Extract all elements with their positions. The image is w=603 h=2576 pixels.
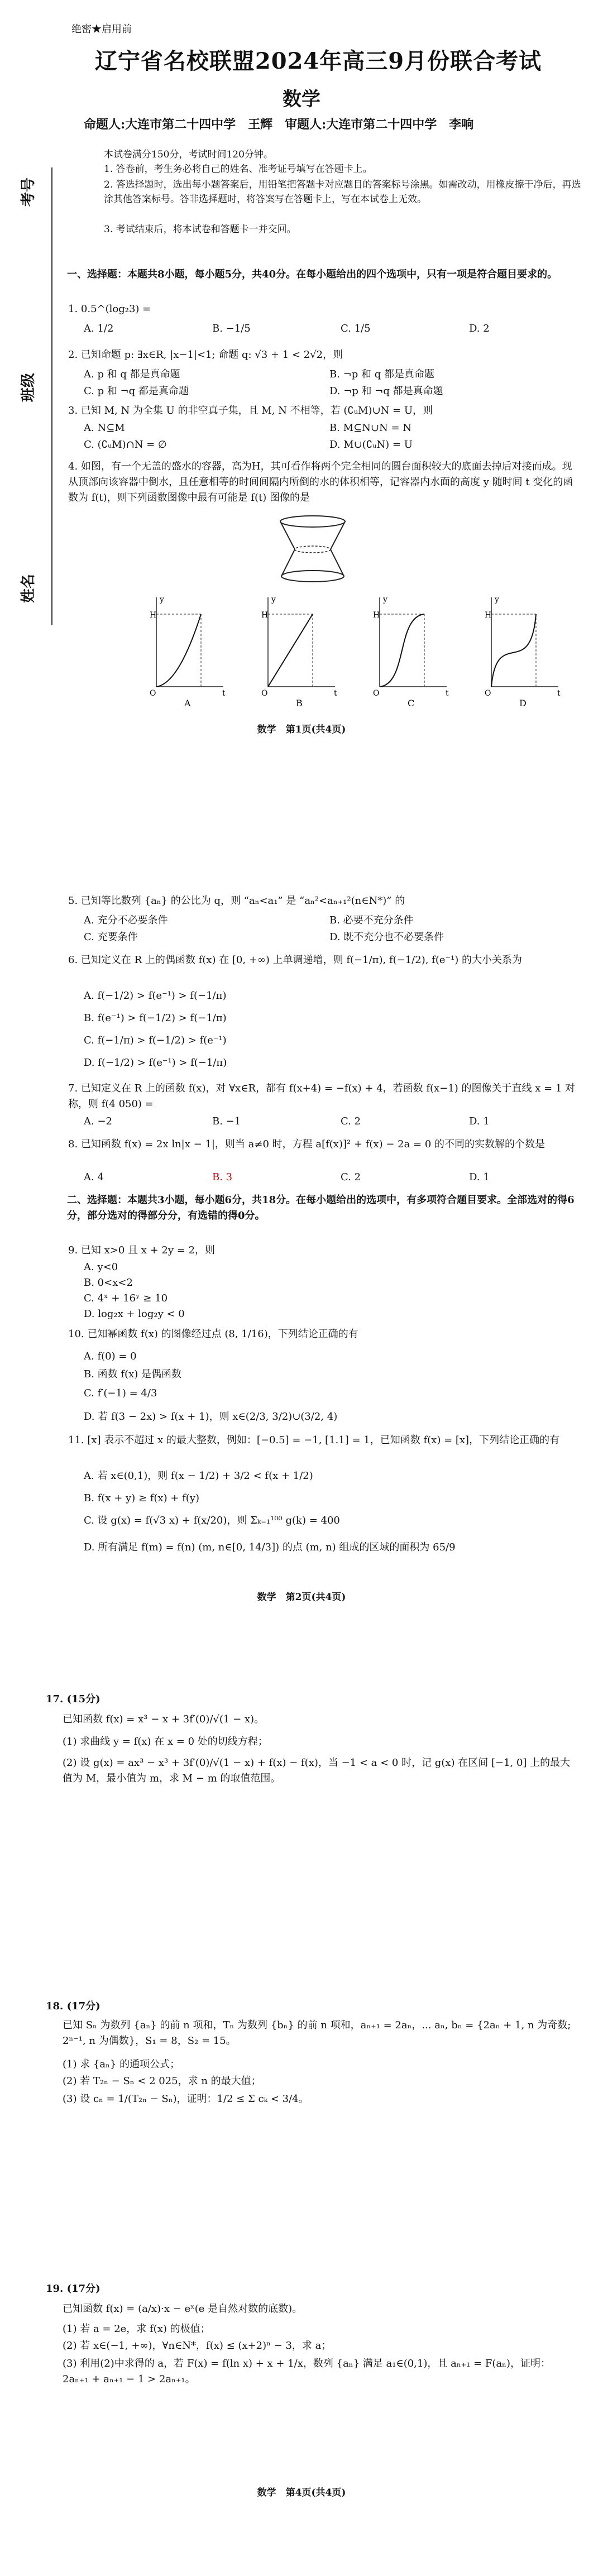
notice-item-2: 2. 答选择题时，选出每小题答案后，用铅笔把答题卡对应题目的答案标号涂黑。如需改动，用橡皮擦干净后，再选涂其他答案标号。答非选择题时，将答案写在答题卡上，写在本试卷上无效。 (104, 179, 581, 205)
page-1 (0, 0, 603, 743)
question-2-stem: 2. 已知命题 p: ∃x∈R, |x−1|<1; 命题 q: √3 + 1 < 2√2，则 (68, 349, 343, 361)
question-5-stem: 5. 已知等比数列 {aₙ} 的公比为 q，则 “aₙ<a₁” 是 “aₙ²<aₙ₊₁²(n∈N*)” 的 (68, 895, 405, 907)
q10-option-b: B. 函数 f(x) 是偶函数 (84, 1368, 181, 1380)
page-3 (0, 1647, 603, 2576)
binding-line (51, 167, 52, 625)
q7-option-b: B. −1 (212, 1115, 241, 1127)
authors-line: 命题人:大连市第二十四中学 王辉 审题人:大连市第二十四中学 李响 (84, 117, 474, 132)
q6-option-c: C. f(−1/π) > f(−1/2) > f(e⁻¹) (84, 1035, 227, 1046)
q9-option-a: A. y<0 (84, 1261, 118, 1273)
question-18-stem: 已知 Sₙ 为数列 {aₙ} 的前 n 项和，Tₙ 为数列 {bₙ} 的前 n 项和，aₙ₊₁ = 2aₙ，... aₙ, bₙ = {2aₙ + 1, n 为奇数; 2ⁿ⁻¹, n 为偶数}，S₁ = 8，S₂ = 15。 (63, 2019, 571, 2047)
q8-option-d: D. 1 (469, 1171, 490, 1183)
graph-d-label: D (519, 698, 527, 708)
section-1-heading: 一、选择题：本题共8小题，每小题5分，共40分。在每小题给出的四个选项中，只有一项是符合题目要求的。 (67, 269, 558, 280)
footer-page-4: 数学 第4页(共4页) (257, 2487, 346, 2498)
q3-option-c: C. (∁ᵤM)∩N = ∅ (84, 439, 167, 451)
q2-option-b: B. ¬p 和 q 都是真命题 (329, 368, 434, 380)
q11-option-a: A. 若 x∈(0,1)，则 f(x − 1/2) + 3/2 < f(x + 1/2) (84, 1470, 313, 1482)
question-19-title: 19. (17分) (46, 2283, 100, 2295)
q1-option-c: C. 1/5 (341, 323, 371, 334)
q8-option-c: C. 2 (341, 1171, 361, 1183)
graph-a (150, 595, 226, 708)
graph-c-origin: O (373, 689, 380, 698)
notice-item-3: 3. 考试结束后，将本试卷和答题卡一并交回。 (104, 224, 296, 235)
q9-option-d: D. log₂x + log₂y < 0 (84, 1308, 185, 1320)
graph-d-t: t (557, 689, 561, 698)
q19-part-2: (2) 若 x∈(−1, +∞)，∀n∈N*，f(x) ≤ (x+2)ⁿ − 3，求 a； (63, 2340, 332, 2352)
q1-option-a: A. 1/2 (84, 323, 114, 334)
graph-a-origin: O (150, 689, 156, 698)
question-17-title: 17. (15分) (46, 1693, 100, 1705)
q19-part-3: (3) 利用(2)中求得的 a，若 F(x) = f(ln x) + x + 1/x，数列 {aₙ} 满足 a₁∈(0,1)，且 aₙ₊₁ = F(aₙ)，证明：2aₙ₊₁ + aₙ₊₁ − 1 > 2aₙ₊₁。 (63, 2358, 551, 2385)
footer-page-1: 数学 第1页(共4页) (257, 724, 346, 735)
question-4-stem: 4. 如图，有一个无盖的盛水的容器，高为H，其可看作将两个完全相同的圆台面积较大的底面去掉后对接而成。现从顶部向该容器中倒水，且任意相等的时间间隔内所倒的水的体积相等，记容器内水面的高度 y 随时间 t 变化的函数为 f(t)，则下列函数图像中最有可能是 f(t) 图像的是 (68, 461, 573, 504)
q1-option-d: D. 2 (469, 323, 490, 334)
notice-intro: 本试卷满分150分，考试时间120分钟。 (104, 149, 273, 160)
q6-option-d: D. f(−1/2) > f(e⁻¹) > f(−1/π) (84, 1057, 227, 1069)
q11-option-d: D. 所有满足 f(m) = f(n) (m, n∈[0, 14/3]) 的点 (m, n) 组成的区域的面积为 65/9 (84, 1541, 456, 1553)
graph-c-height: H (373, 611, 380, 620)
graph-d-height: H (485, 611, 492, 620)
q18-part-1: (1) 求 {aₙ} 的通项公式； (63, 2058, 180, 2070)
graph-b (261, 595, 337, 708)
page-2 (0, 743, 603, 1647)
q7-option-d: D. 1 (469, 1115, 490, 1127)
graph-c (373, 595, 449, 708)
question-10-stem: 10. 已知幂函数 f(x) 的图像经过点 (8, 1/16)，下列结论正确的有 (68, 1328, 358, 1340)
q17-part-2: (2) 设 g(x) = ax³ − x³ + 3f′(0)/√(1 − x) + f(x) − f(x)，当 −1 < a < 0 时，记 g(x) 在区间 [−1, 0] 上的最大值为 M，最小值为 m，求 M − m 的取值范围。 (63, 1757, 571, 1784)
q10-option-d: D. 若 f(3 − 2x) > f(x + 1)，则 x∈(2/3, 3/2)∪(3/2, 4) (84, 1411, 338, 1423)
secret-label: 绝密★启用前 (71, 23, 132, 35)
q6-option-a: A. f(−1/2) > f(e⁻¹) > f(−1/π) (84, 990, 227, 1002)
side-label-class: 班级 (20, 372, 37, 402)
q9-option-c: C. 4ˣ + 16ʸ ≥ 10 (84, 1292, 168, 1304)
section-2-heading: 二、选择题：本题共3小题，每小题6分，共18分。在每小题给出的选项中，有多项符合题目要求。全部选对的得6分，部分选对的得部分分，有选错的得0分。 (67, 1194, 575, 1222)
question-11-stem: 11. [x] 表示不超过 x 的最大整数，例如：[−0.5] = −1, [1.1] = 1，已知函数 f(x) = [x]，下列结论正确的有 (68, 1434, 560, 1446)
q3-option-a: A. N⊆M (84, 422, 125, 434)
question-18-title: 18. (17分) (46, 2000, 100, 2012)
q11-option-c: C. 设 g(x) = f(√3 x) + f(x/20)，则 Σₖ₌₁¹⁰⁰ g(k) = 400 (84, 1515, 340, 1526)
q5-option-c: C. 充要条件 (84, 931, 138, 943)
q3-option-d: D. M∪(∁ᵤN) = U (329, 439, 413, 451)
graph-b-height: H (261, 611, 269, 620)
q1-option-b: B. −1/5 (212, 323, 251, 334)
question-1-stem: 1. 0.5^(log₂3) = (68, 303, 151, 315)
question-8-stem: 8. 已知函数 f(x) = 2x ln|x − 1|，则当 a≠0 时，方程 a[f(x)]² + f(x) − 2a = 0 的不同的实数解的个数是 (68, 1138, 545, 1150)
q5-option-b: B. 必要不充分条件 (329, 914, 414, 926)
graph-d-origin: O (485, 689, 491, 698)
container-figure (274, 514, 352, 586)
footer-page-2: 数学 第2页(共4页) (257, 1592, 346, 1603)
graph-b-label: B (296, 698, 303, 708)
q6-option-b: B. f(e⁻¹) > f(−1/2) > f(−1/π) (84, 1012, 227, 1024)
graph-a-height: H (150, 611, 157, 620)
question-7-stem: 7. 已知定义在 R 上的函数 f(x)，对 ∀x∈R，都有 f(x+4) = −f(x) + 4，若函数 f(x−1) 的图像关于直线 x = 1 对称，则 f(4 050) = (68, 1083, 576, 1110)
q11-option-b: B. f(x + y) ≥ f(x) + f(y) (84, 1492, 200, 1504)
exam-title: 辽宁省名校联盟2024年高三9月份联合考试 (94, 48, 542, 74)
subject-title: 数学 (283, 88, 320, 111)
q4-graphs (140, 592, 564, 709)
graph-b-origin: O (261, 689, 268, 698)
q8-option-b: B. 3 (212, 1171, 233, 1183)
q10-option-a: A. f(0) = 0 (84, 1351, 137, 1362)
q2-option-d: D. ¬p 和 ¬q 都是真命题 (329, 385, 443, 397)
question-3-stem: 3. 已知 M, N 为全集 U 的非空真子集，且 M, N 不相等，若 (∁ᵤM)∪N = U，则 (68, 405, 433, 416)
graph-a-label: A (184, 698, 191, 708)
side-label-exam-no: 考号 (20, 177, 37, 207)
q3-option-b: B. M⊆N∪N = N (329, 422, 412, 434)
q18-part-2: (2) 若 T₂ₙ − Sₙ < 2 025，求 n 的最大值； (63, 2075, 261, 2087)
graph-d (485, 595, 561, 708)
question-9-stem: 9. 已知 x>0 且 x + 2y = 2，则 (68, 1244, 216, 1256)
q9-option-b: B. 0<x<2 (84, 1277, 133, 1289)
question-6-stem: 6. 已知定义在 R 上的偶函数 f(x) 在 [0, +∞) 上单调递增，则 f(−1/π), f(−1/2), f(e⁻¹) 的大小关系为 (68, 954, 522, 966)
q5-option-d: D. 既不充分也不必要条件 (329, 931, 444, 943)
question-19-stem: 已知函数 f(x) = (a/x)·x − eˣ(e 是自然对数的底数)。 (63, 2303, 303, 2315)
graph-a-y: y (160, 595, 164, 604)
q17-part-1: (1) 求曲线 y = f(x) 在 x = 0 处的切线方程； (63, 1736, 268, 1747)
notice-item-1: 1. 答卷前，考生务必将自己的姓名、准考证号填写在答题卡上。 (104, 164, 372, 175)
side-label-name: 姓名 (20, 573, 37, 603)
question-17-stem: 已知函数 f(x) = x³ − x + 3f′(0)/√(1 − x)。 (63, 1713, 265, 1725)
q10-option-c: C. f′(−1) = 4/3 (84, 1387, 157, 1399)
q7-option-a: A. −2 (84, 1115, 112, 1127)
q2-option-a: A. p 和 q 都是真命题 (84, 368, 180, 380)
graph-a-t: t (222, 689, 226, 698)
q8-option-a: A. 4 (84, 1171, 104, 1183)
q7-option-c: C. 2 (341, 1115, 361, 1127)
q2-option-c: C. p 和 ¬q 都是真命题 (84, 385, 189, 397)
graph-b-y: y (271, 595, 276, 604)
graph-c-t: t (446, 689, 449, 698)
q5-option-a: A. 充分不必要条件 (84, 914, 168, 926)
graph-c-y: y (383, 595, 387, 604)
graph-c-label: C (408, 698, 415, 708)
graph-b-t: t (334, 689, 337, 698)
graph-d-y: y (495, 595, 499, 604)
q18-part-3: (3) 设 cₙ = 1/(T₂ₙ − Sₙ)，证明：1/2 ≤ Σ cₖ < 3/4。 (63, 2093, 309, 2105)
q19-part-1: (1) 若 a = 2e，求 f(x) 的极值； (63, 2323, 210, 2335)
